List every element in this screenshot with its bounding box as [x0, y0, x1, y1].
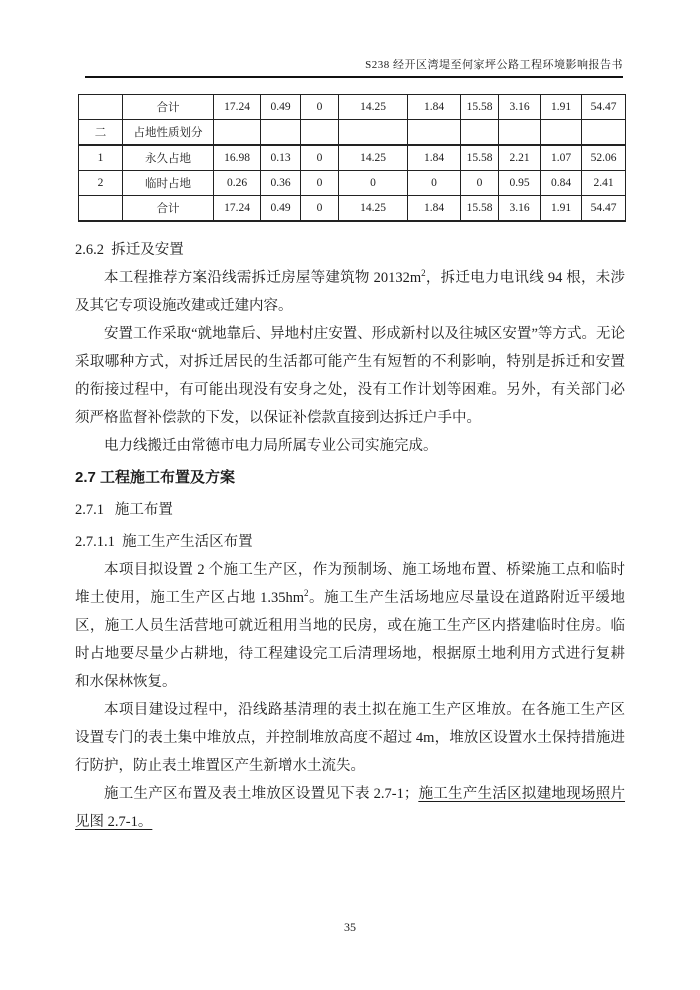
table-cell [582, 120, 626, 146]
table-cell: 二 [79, 120, 123, 146]
section-heading-2-7: 2.7 工程施工布置及方案 [75, 469, 236, 486]
land-occupation-table [78, 94, 626, 222]
section-heading-2-7-1: 2.7.1 施工布置 [75, 502, 173, 518]
table-cell: 1.91 [541, 196, 582, 222]
table-cell [79, 196, 123, 222]
table-row-category [79, 120, 626, 146]
table-cell: 1.91 [541, 95, 582, 120]
table-cell: 0 [301, 171, 339, 196]
table-cell: 2 [79, 171, 123, 196]
table-cell [461, 120, 499, 146]
underlined-reference-text: 施工生产生活区拟建地现场照片见图 2.7-1。 [75, 786, 626, 830]
table-cell: 54.47 [582, 95, 626, 120]
table-cell: 0.84 [541, 171, 582, 196]
table-cell: 永久占地 [123, 145, 214, 171]
table-cell [214, 120, 261, 146]
header-title: S238 经开区湾堤至何家坪公路工程环境影响报告书 [365, 59, 623, 71]
table-cell: 1.84 [408, 145, 461, 171]
table-cell: 0 [301, 145, 339, 171]
table-cell [261, 120, 301, 146]
table-cell: 0 [408, 171, 461, 196]
table-cell: 17.24 [214, 196, 261, 222]
paragraph-text: 。施工生产生活场地应尽量设在道路附近平缓地区，施工人员生活营地可就近租用当地的民房，或在施工生产区内搭建临时住房。临时占地要尽量少占耕地，待工程建设完工后清理场地，根据原土地利用方式进行复耕和水保林恢复。 [75, 590, 626, 690]
paragraph-demolition [75, 264, 625, 320]
table-cell [499, 120, 541, 146]
paragraph-reference [75, 780, 625, 836]
table-cell: 合计 [123, 95, 214, 120]
paragraph-resettlement: 安置工作采取“就地靠后、异地村庄安置、形成新村以及往城区安置”等方式。无论采取哪种方式，对拆迁居民的生活都可能产生有短暂的不利影响，特别是拆迁和安置的衔接过程中，有可能出现没有安身之处，没有工作计划等困难。另外，有关部门必须严格监督补偿款的下发，以保证补偿款直接到达拆迁户手中。 [75, 326, 625, 426]
superscript: 2 [303, 588, 309, 599]
table-cell: 0.36 [261, 171, 301, 196]
table-cell [339, 120, 408, 146]
table-row-permanent [79, 145, 626, 171]
superscript: 2 [421, 268, 426, 279]
table-cell: 54.47 [582, 196, 626, 222]
paragraph-text: 本工程推荐方案沿线需拆迁房屋等建筑物 20132m [104, 270, 422, 286]
table-cell: 1 [79, 145, 123, 171]
table-cell: 52.06 [582, 145, 626, 171]
table-cell: 0.49 [261, 95, 301, 120]
paragraph-text: 本项目拟设置 2 个施工生产区，作为预制场、施工场地布置、桥梁施工点和临时堆土使用，施工生产区占地 1.35hm [75, 562, 625, 606]
table-cell: 14.25 [339, 145, 408, 171]
table-cell: 合计 [123, 196, 214, 222]
section-heading-2-6-2: 2.6.2 拆迁及安置 [75, 242, 184, 258]
table-cell: 16.98 [214, 145, 261, 171]
table-cell: 临时占地 [123, 171, 214, 196]
table-cell: 2.21 [499, 145, 541, 171]
paragraph-production-area [75, 556, 625, 696]
section-heading-2-7-1-1: 2.7.1.1 施工生产生活区布置 [75, 534, 253, 550]
table-row-temporary [79, 171, 626, 196]
paragraph-text: ，拆迁电力电讯线 94 根，未涉及其它专项设施改建或迁建内容。 [75, 270, 626, 314]
document-body [75, 236, 625, 836]
table-cell: 0.95 [499, 171, 541, 196]
table-cell: 0.13 [261, 145, 301, 171]
table-cell: 17.24 [214, 95, 261, 120]
table-cell [541, 120, 582, 146]
table-cell: 0 [339, 171, 408, 196]
paragraph-power-line: 电力线搬迁由常德市电力局所属专业公司实施完成。 [104, 438, 438, 454]
table-cell: 占地性质划分 [123, 120, 214, 146]
table-cell: 15.58 [461, 95, 499, 120]
table-cell: 14.25 [339, 196, 408, 222]
table-cell [408, 120, 461, 146]
table-cell: 1.84 [408, 95, 461, 120]
table-cell: 1.84 [408, 196, 461, 222]
paragraph-topsoil: 本项目建设过程中，沿线路基清理的表土拟在施工生产区堆放。在各施工生产区设置专门的表土集中堆放点，并控制堆放高度不超过 4m，堆放区设置水土保持措施进行防护，防止表土堆置区产生新增水土流失。 [75, 702, 625, 774]
table-cell: 0 [461, 171, 499, 196]
table-cell [79, 95, 123, 120]
table-cell: 3.16 [499, 196, 541, 222]
table-cell: 0.26 [214, 171, 261, 196]
table-cell: 3.16 [499, 95, 541, 120]
table-cell: 0 [301, 196, 339, 222]
table-cell: 0 [301, 95, 339, 120]
paragraph-text: 施工生产区布置及表土堆放区设置见下表 2.7-1； [104, 786, 419, 802]
table-cell: 14.25 [339, 95, 408, 120]
running-header [85, 0, 623, 78]
table-cell: 0.49 [261, 196, 301, 222]
table-cell: 15.58 [461, 145, 499, 171]
table-cell: 2.41 [582, 171, 626, 196]
table-row-total-bottom [79, 196, 626, 222]
table-cell: 15.58 [461, 196, 499, 222]
table-cell [301, 120, 339, 146]
page-number: 35 [344, 920, 356, 934]
table-row-total-top [79, 95, 626, 120]
table-cell: 1.07 [541, 145, 582, 171]
